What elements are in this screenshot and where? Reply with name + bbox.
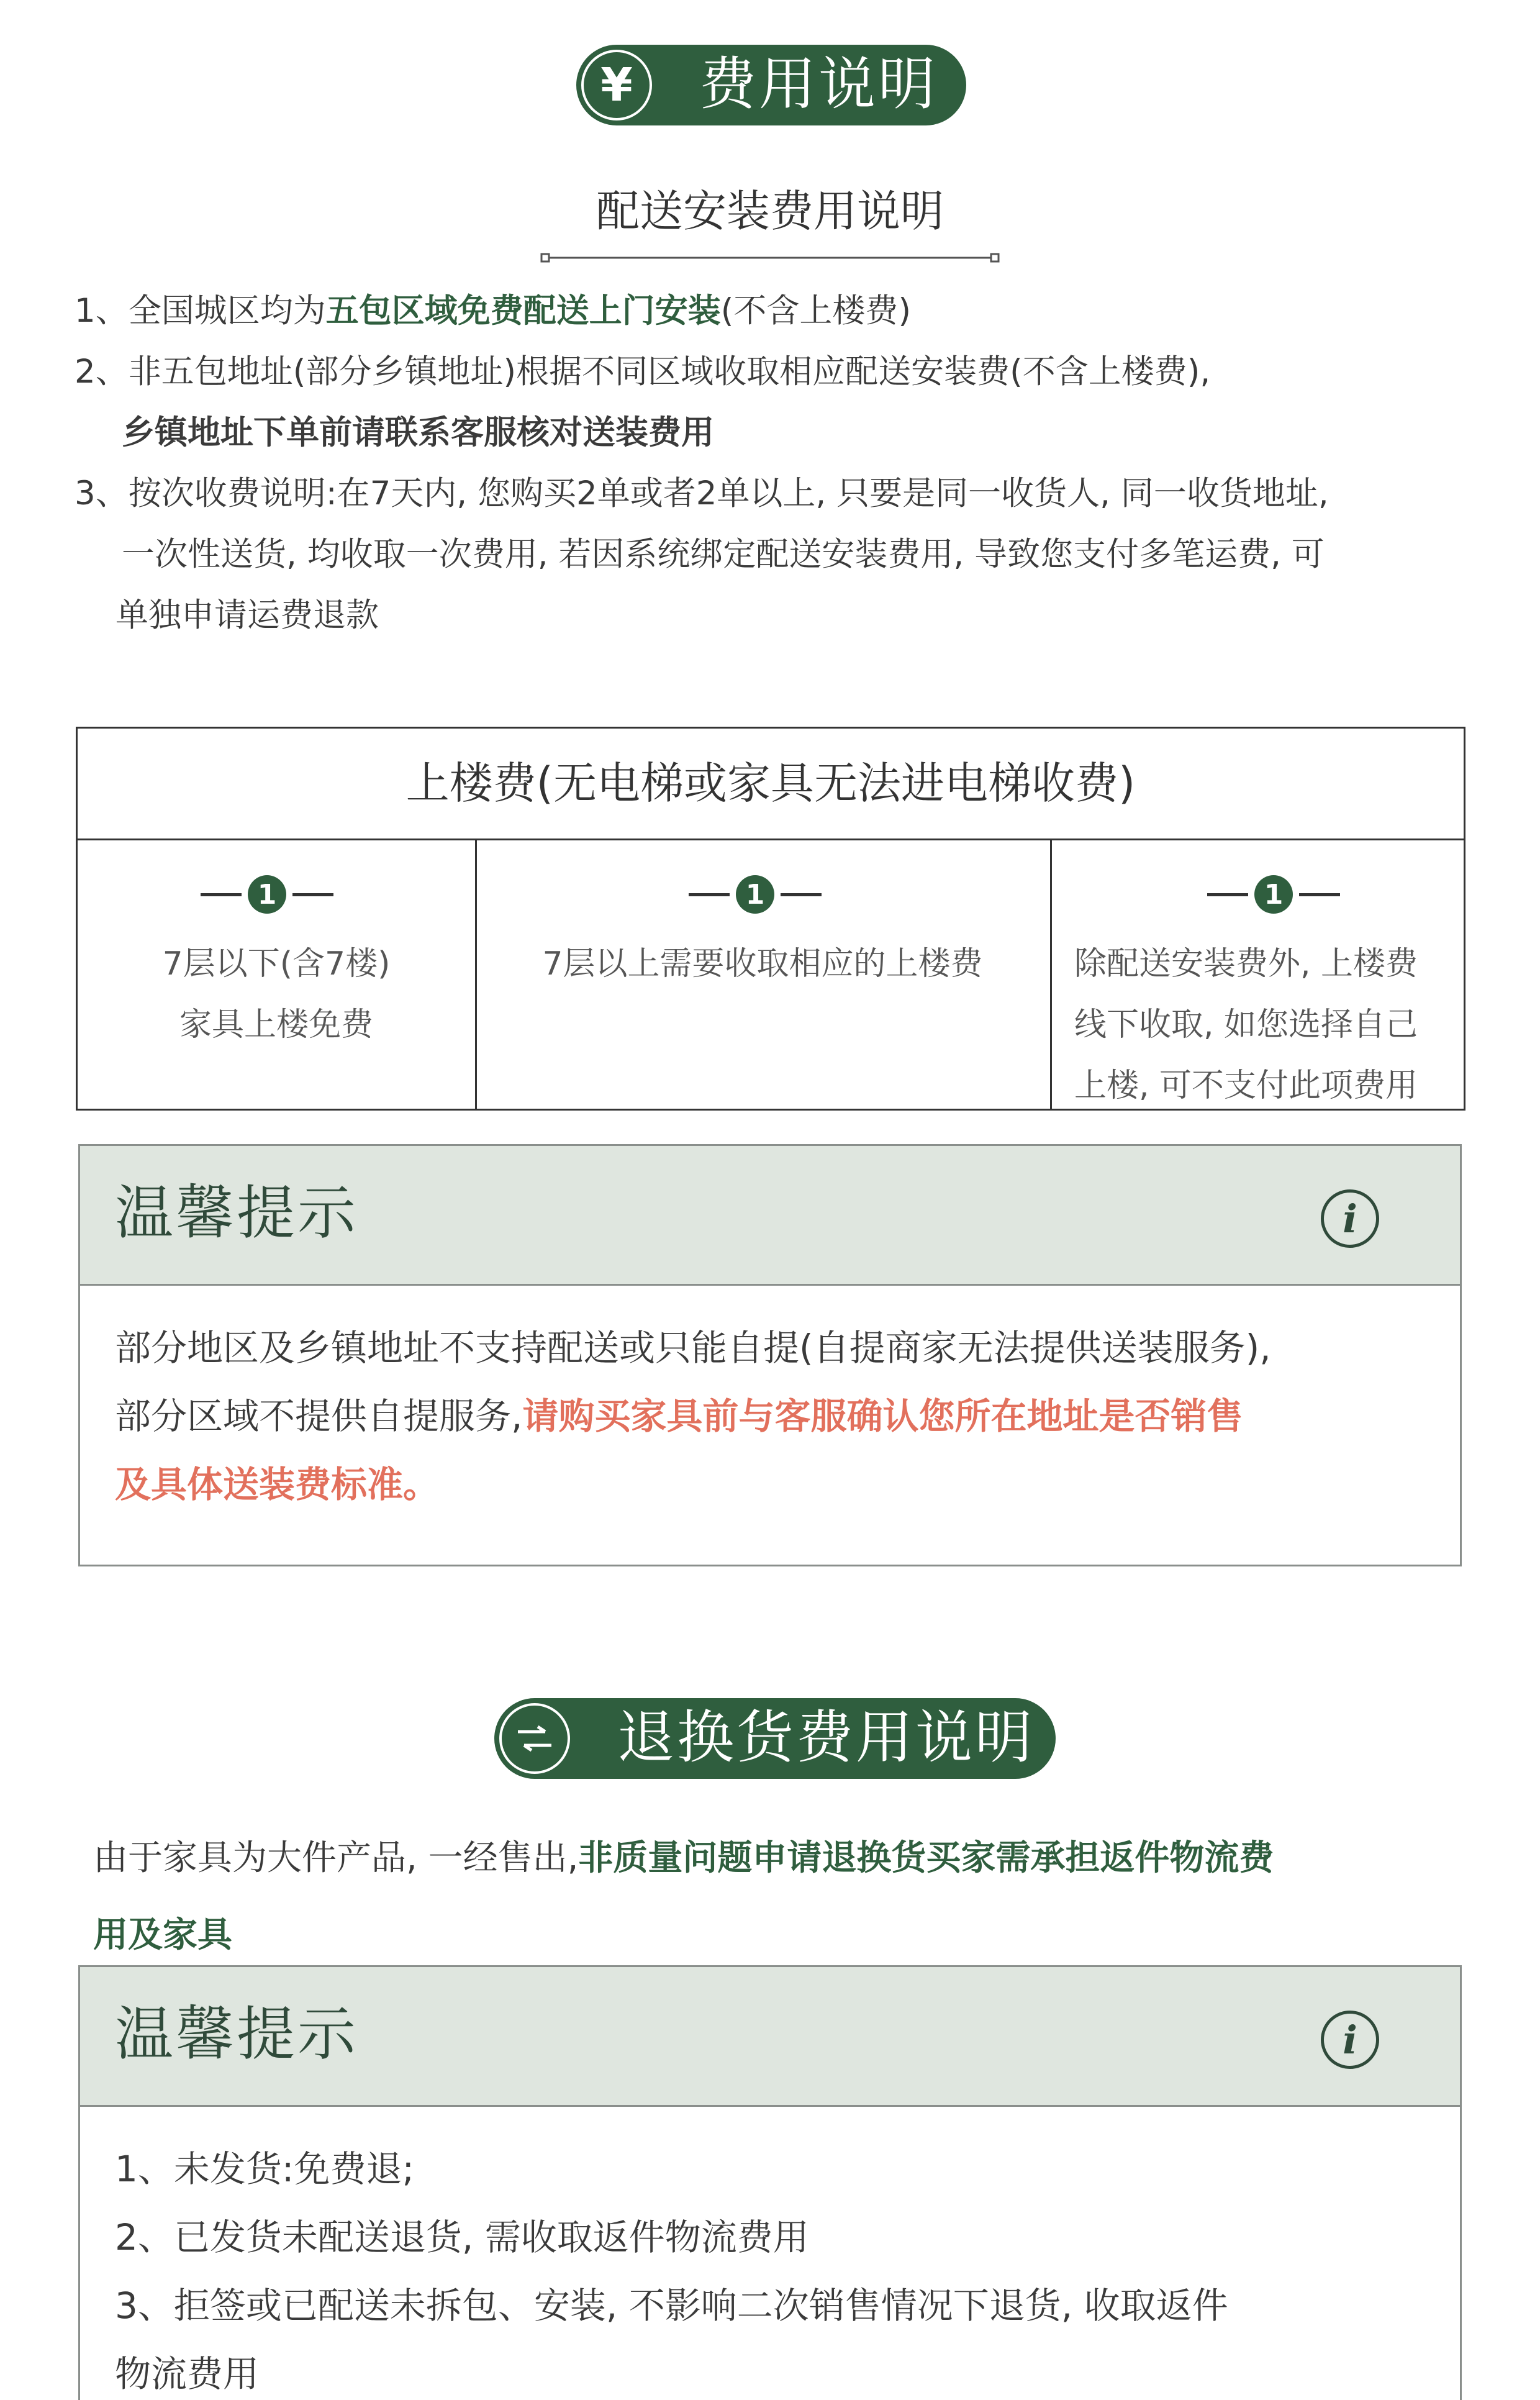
- step-marker: [689, 873, 822, 916]
- exchange-icon: [499, 1703, 570, 1774]
- yen-icon: ¥: [581, 50, 652, 120]
- tips-box-returns: [78, 1965, 1462, 2400]
- returns-section-badge: [494, 1698, 1056, 1779]
- returns-intro: 由于家具为大件产品, 一经售出,非质量问题申请退换货买家需承担返件物流费 用及家具: [93, 1838, 1274, 1955]
- fee-item-3-line1: 3、按次收费说明:在7天内, 您购买2单或者2单以上, 只要是同一收货人, 同一收货地址,: [75, 475, 1329, 512]
- floor-fee-col-1: [78, 840, 475, 1111]
- returns-rule-1: 1、未发货:免费退;: [115, 2148, 414, 2190]
- tips-header: [80, 1146, 1460, 1286]
- fee-section-badge: [576, 45, 966, 125]
- returns-section-title: 退换货费用说明: [617, 1704, 1035, 1771]
- delivery-fee-subheading: 配送安装费用说明: [596, 186, 944, 237]
- fee-item-3-line3: 单独申请运费退款: [116, 596, 379, 634]
- info-icon: i: [1321, 1189, 1379, 1248]
- fee-item-2: 2、非五包地址(部分乡镇地址)根据不同区域收取相应配送安装费(不含上楼费),: [75, 353, 1211, 391]
- step-marker: [201, 873, 333, 916]
- fee-item-3-line2: 一次性送货, 均收取一次费用, 若因系统绑定配送安装费用, 导致您支付多笔运费, 可: [122, 535, 1325, 573]
- floor-fee-table: [76, 727, 1465, 1111]
- tips-box-delivery: [78, 1144, 1462, 1566]
- tips-header: [80, 1967, 1460, 2107]
- tips-title: 温馨提示: [115, 1180, 359, 1247]
- tips-body: 部分地区及乡镇地址不支持配送或只能自提(自提商家无法提供送装服务), 部分区域不提供自提服务,请购买家具前与客服确认您所在地址是否销售 及具体送装费标准。: [115, 1327, 1271, 1506]
- fee-item-1: 1、全国城区均为五包区域免费配送上门安装(不含上楼费): [75, 292, 912, 330]
- exchange-arrows-icon: [513, 1723, 556, 1754]
- fee-item-2-highlight: 乡镇地址下单前请联系客服核对送装费用: [122, 414, 714, 452]
- subheading-underline: [540, 248, 1000, 267]
- floor-fee-header: 上楼费(无电梯或家具无法进电梯收费): [78, 729, 1464, 840]
- floor-fee-col-2-text: 7层以上需要收取相应的上楼费: [542, 945, 983, 983]
- info-icon: i: [1321, 2011, 1379, 2069]
- returns-rule-3-cont: 物流费用: [115, 2353, 260, 2395]
- step-number: 1: [736, 875, 774, 914]
- tips-title: 温馨提示: [115, 2001, 359, 2068]
- fee-section-title: 费用说明: [699, 51, 938, 117]
- floor-fee-col-1-text: 7层以下(含7楼) 家具上楼免费: [162, 945, 391, 1043]
- step-marker: [1207, 873, 1340, 916]
- step-number: 1: [248, 875, 286, 914]
- floor-fee-col-3: [1050, 840, 1464, 1111]
- returns-rule-2: 2、已发货未配送退货, 需收取返件物流费用: [115, 2216, 809, 2258]
- floor-fee-col-3-text: 除配送安装费外, 上楼费 线下收取, 如您选择自己 上楼, 可不支付此项费用: [1074, 945, 1418, 1104]
- step-number: 1: [1254, 875, 1293, 914]
- returns-rule-3: 3、拒签或已配送未拆包、安装, 不影响二次销售情况下退货, 收取返件: [115, 2284, 1228, 2327]
- tips-body: [115, 2135, 1423, 2400]
- floor-fee-col-2: [475, 840, 1050, 1111]
